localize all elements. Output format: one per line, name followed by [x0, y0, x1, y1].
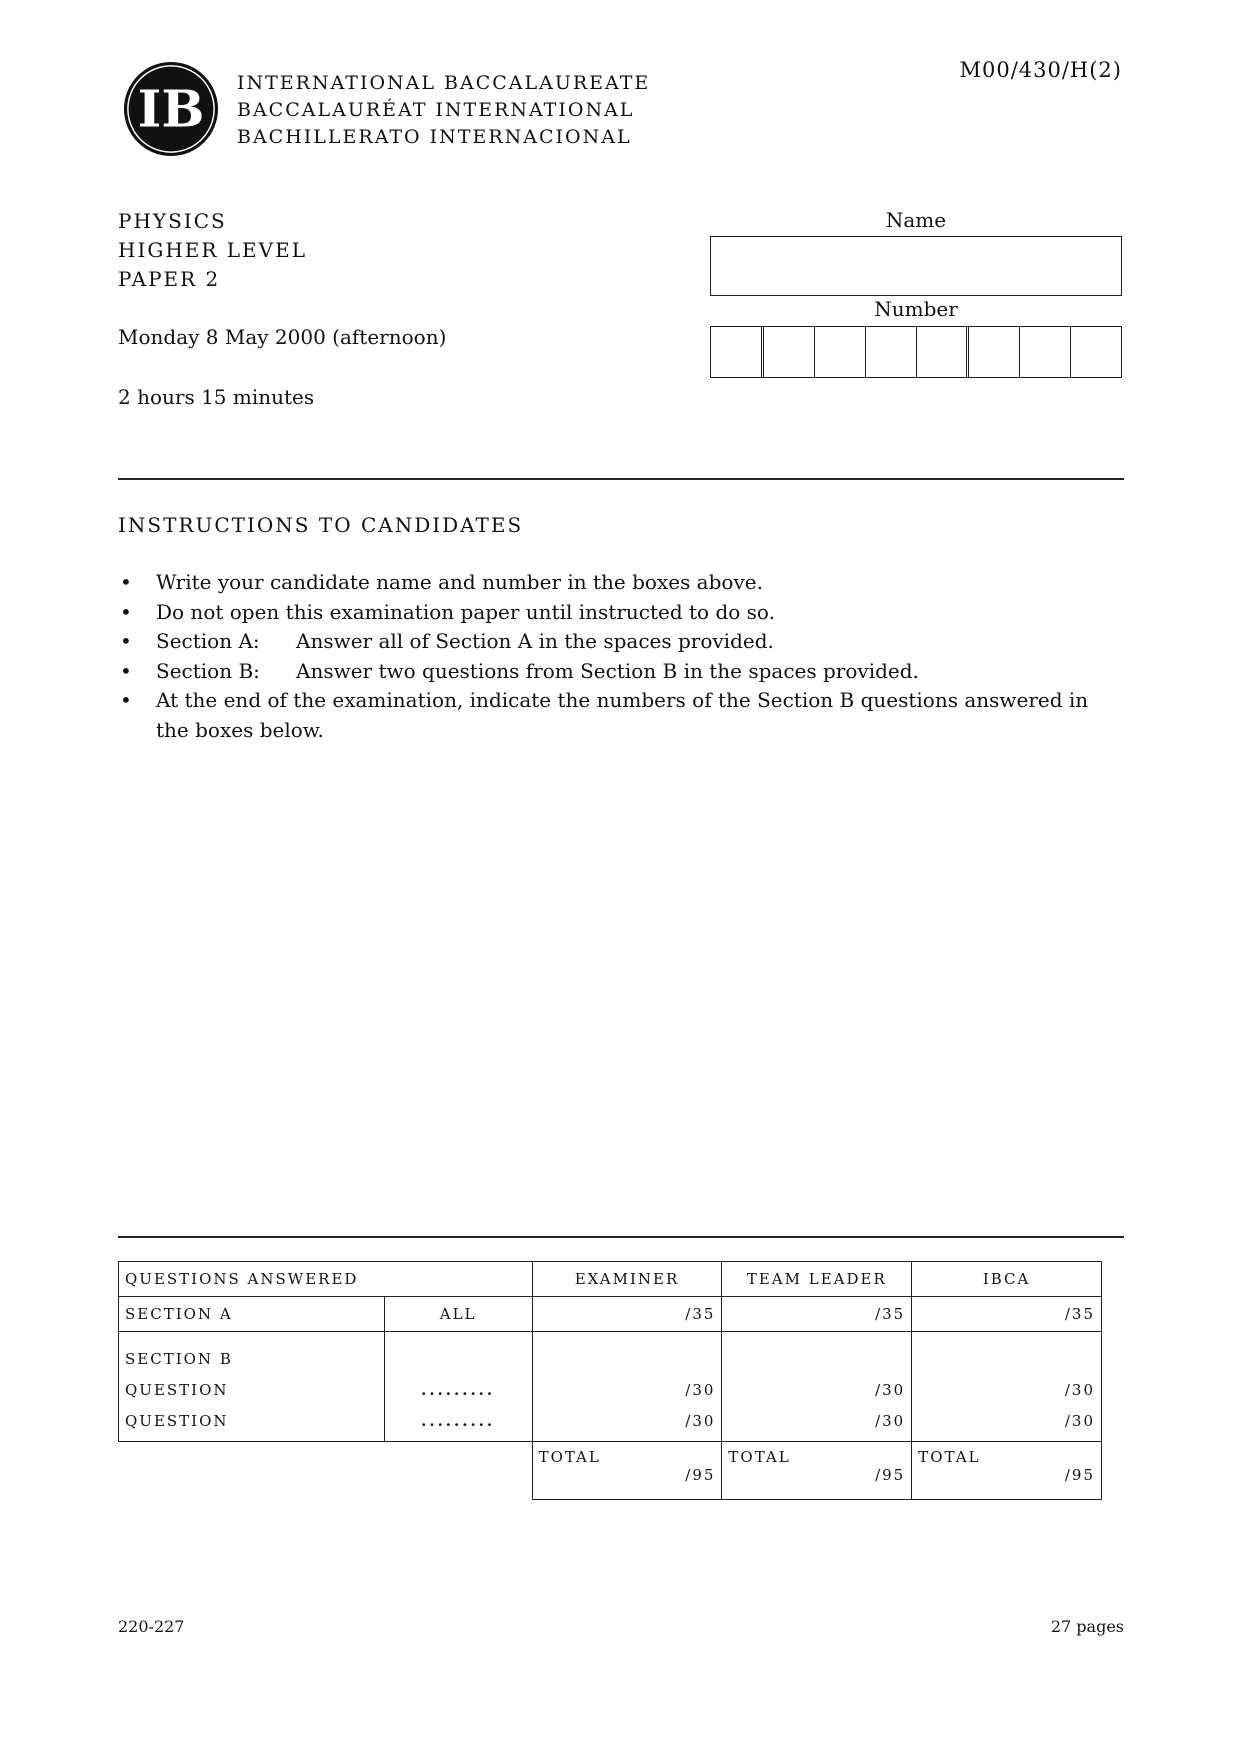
ibca-total [912, 1442, 1102, 1500]
instruction-item: • Write your candidate name and number in the boxes above. [118, 568, 1124, 598]
team-leader-mark-q2[interactable]: /30 [875, 1412, 906, 1430]
section-b-ibca-marks [912, 1332, 1102, 1442]
section-b-examiner-marks [532, 1332, 722, 1442]
examiner-mark-q1[interactable]: /30 [685, 1381, 716, 1399]
divider-top [118, 478, 1124, 480]
exam-duration: 2 hours 15 minutes [118, 385, 315, 409]
header-questions-answered: QUESTIONS ANSWERED [119, 1262, 533, 1297]
subject-block [118, 207, 307, 294]
instruction-item: • Do not open this examination paper until instructed to do so. [118, 598, 1124, 628]
header-team-leader: TEAM LEADER [722, 1262, 912, 1297]
org-name-fr: BACCALAURÉAT INTERNATIONAL [237, 99, 635, 121]
number-digit-box[interactable] [764, 327, 815, 377]
instruction-item: • Section A: Answer all of Section A in the spaces provided. [118, 627, 1124, 657]
section-a-team-leader-mark[interactable]: /35 [722, 1297, 912, 1332]
number-digit-box[interactable] [969, 327, 1020, 377]
candidate-number-field[interactable] [710, 326, 1122, 378]
divider-bottom [118, 1236, 1124, 1238]
section-a-ibca-mark[interactable]: /35 [912, 1297, 1102, 1332]
instruction-item: • Section B: Answer two questions from Section B in the spaces provided. [118, 657, 1124, 687]
examiner-total [532, 1442, 722, 1500]
number-digit-box[interactable] [815, 327, 866, 377]
instruction-label: Section A: [156, 629, 260, 653]
team-leader-total-mark[interactable]: /95 [875, 1466, 906, 1484]
ibca-total-mark[interactable]: /95 [1064, 1466, 1095, 1484]
exam-date: Monday 8 May 2000 (afternoon) [118, 325, 447, 349]
svg-text:IB: IB [137, 79, 205, 140]
number-label: Number [874, 297, 958, 321]
number-digit-box[interactable] [1071, 327, 1121, 377]
page-count: 27 pages [1050, 1617, 1124, 1636]
name-label: Name [885, 208, 947, 232]
section-b-team-leader-marks [722, 1332, 912, 1442]
total-label: TOTAL [918, 1448, 981, 1466]
candidate-name-field[interactable] [710, 236, 1122, 296]
subject-title: PHYSICS [118, 209, 227, 233]
total-label: TOTAL [538, 1448, 601, 1466]
question-number-entry-1[interactable]: ......... [421, 1381, 496, 1399]
section-b-labels [119, 1332, 385, 1442]
examiner-total-mark[interactable]: /95 [685, 1466, 716, 1484]
section-a-examiner-mark[interactable]: /35 [532, 1297, 722, 1332]
team-leader-mark-q1[interactable]: /30 [875, 1381, 906, 1399]
section-b-label: SECTION B [125, 1350, 233, 1368]
header-ibca: IBCA [912, 1262, 1102, 1297]
total-spacer [119, 1442, 533, 1500]
question-label-1: QUESTION [125, 1381, 229, 1399]
document-code: 220-227 [118, 1617, 185, 1636]
subject-level: HIGHER LEVEL [118, 238, 307, 262]
instructions-list [118, 568, 1124, 745]
ibca-mark-q2[interactable]: /30 [1064, 1412, 1095, 1430]
subject-paper: PAPER 2 [118, 267, 221, 291]
examiner-mark-q2[interactable]: /30 [685, 1412, 716, 1430]
header-examiner: EXAMINER [532, 1262, 722, 1297]
number-digit-box[interactable] [917, 327, 970, 377]
instructions-heading: INSTRUCTIONS TO CANDIDATES [118, 513, 524, 537]
number-digit-box[interactable] [711, 327, 764, 377]
question-number-entry-2[interactable]: ......... [421, 1412, 496, 1430]
organization-names [237, 70, 650, 151]
total-label: TOTAL [728, 1448, 791, 1466]
instruction-item: • At the end of the examination, indicate the numbers of the Section B questions answered in the boxes below. [118, 686, 1124, 745]
paper-code: M00/430/H(2) [959, 58, 1122, 82]
org-name-en: INTERNATIONAL BACCALAUREATE [237, 72, 651, 94]
section-b-question-numbers [384, 1332, 532, 1442]
ibca-mark-q1[interactable]: /30 [1064, 1381, 1095, 1399]
ib-logo [122, 60, 220, 158]
marks-table [118, 1261, 1102, 1500]
number-digit-box[interactable] [1020, 327, 1071, 377]
number-digit-box[interactable] [866, 327, 917, 377]
question-label-2: QUESTION [125, 1412, 229, 1430]
section-a-value: ALL [384, 1297, 532, 1332]
team-leader-total [722, 1442, 912, 1500]
org-name-es: BACHILLERATO INTERNACIONAL [237, 126, 632, 148]
section-a-label: SECTION A [119, 1297, 385, 1332]
instruction-label: Section B: [156, 658, 260, 683]
